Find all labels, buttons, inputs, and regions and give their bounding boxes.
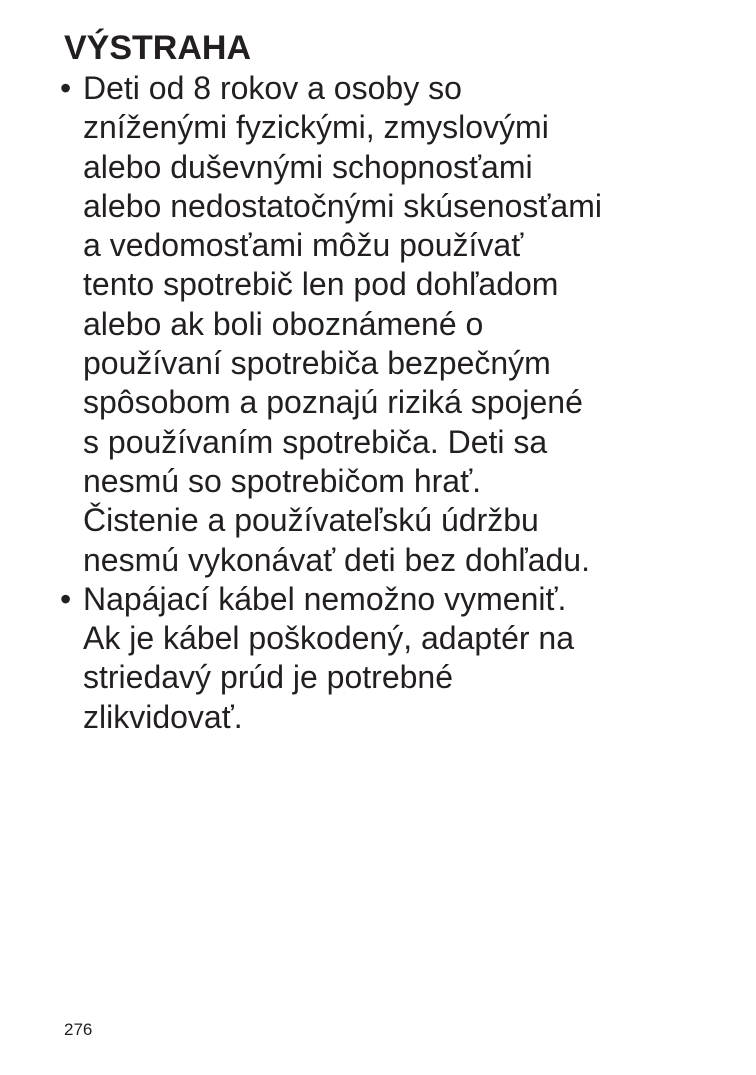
bullet-icon: • (60, 70, 72, 106)
warning-text-line: tento spotrebič len pod dohľadom (83, 266, 559, 303)
warning-text-line: a vedomosťami môžu používať (83, 227, 524, 264)
bullet-icon: • (60, 580, 72, 617)
warning-text-line: s používaním spotrebiča. Deti sa (83, 423, 548, 460)
warning-text-line: Ak je kábel poškodený, adaptér na (83, 620, 574, 657)
warning-text-line: zníženými fyzickými, zmyslovými (83, 109, 549, 146)
warning-list (60, 69, 740, 737)
page-number: 276 (64, 1020, 93, 1039)
warning-text-line: Deti od 8 rokov a osoby so (83, 70, 462, 106)
warning-text-line: nesmú so spotrebičom hrať. (83, 462, 481, 499)
warning-text-line: používaní spotrebiča bezpečným (83, 345, 551, 382)
warning-text-line: alebo nedostatočnými skúsenosťami (83, 187, 602, 224)
warning-text-line: nesmú vykonávať deti bez dohľadu. (83, 541, 590, 578)
warning-text-line: Čistenie a používateľskú údržbu (83, 502, 539, 539)
warning-item-power-cable (60, 580, 740, 737)
warning-text-line: striedavý prúd je potrebné (83, 659, 453, 696)
warning-text-line: zlikvidovať. (83, 698, 243, 735)
warning-text-line: spôsobom a poznajú riziká spojené (83, 384, 583, 421)
warning-text-line: alebo duševnými schopnosťami (83, 148, 533, 185)
warning-text-line: alebo ak boli oboznámené o (83, 305, 484, 342)
warning-item-children-supervision (60, 69, 740, 580)
warning-text-line: Napájací kábel nemožno vymeniť. (83, 580, 567, 617)
warning-heading: VÝSTRAHA (64, 29, 252, 67)
